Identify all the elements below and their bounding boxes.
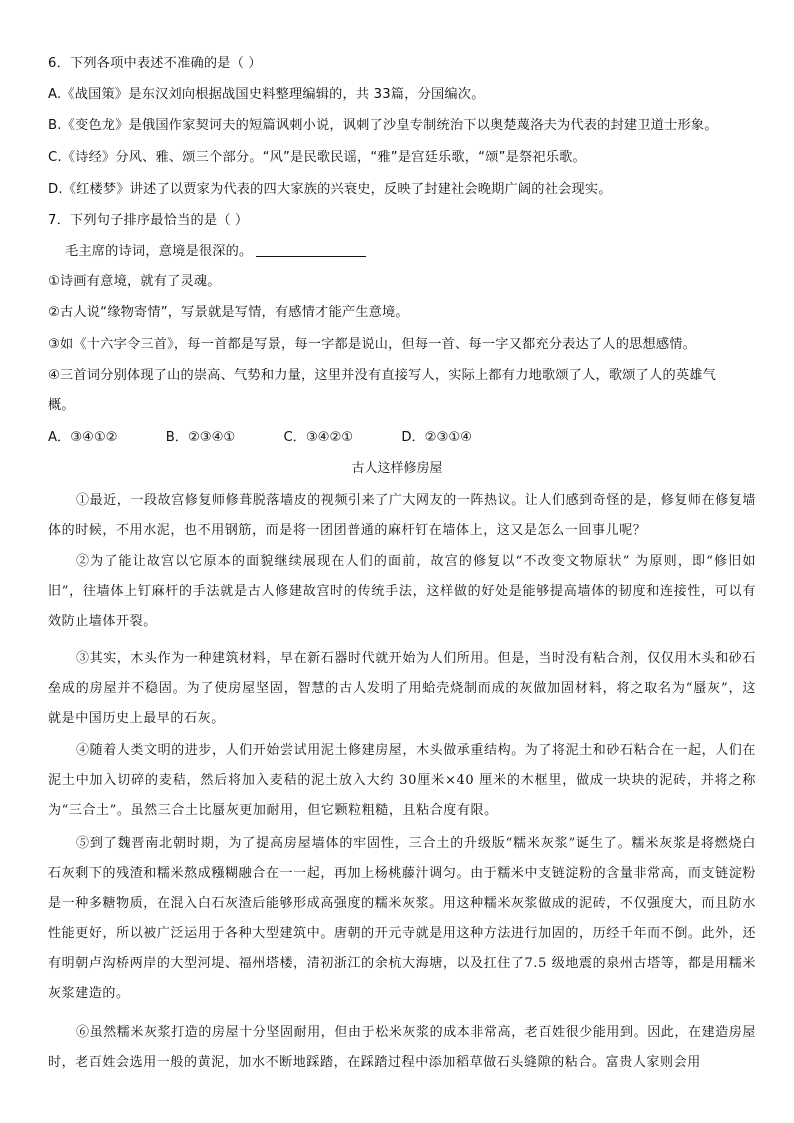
q7-option-c: C．③④②① <box>283 430 354 445</box>
q7-option-b: B．②③④① <box>165 430 236 445</box>
article-title: 古人这样修房屋 <box>351 461 443 476</box>
q7-option-a: A．③④①② <box>48 430 118 445</box>
q6-stem: 6．下列各项中表述不准确的是（ ） <box>48 56 262 71</box>
q7-lead-sentence <box>65 242 775 262</box>
q7-sentence-2: ②古人说“缘物寄情”，写景就是写情，有感情才能产生意境。 <box>48 305 409 320</box>
answer-blank <box>256 242 366 257</box>
article-paragraph-4: ④随着人类文明的进步，人们开始尝试用泥土修建房屋，木头做承重结构。为了将泥土和砂石粘合在一起，人们在泥土中加入切碎的麦秸，然后将加入麦秸的泥土放入大约 30厘米×40 厘米的木框里，做成一块块的泥砖，并将之称为“三合土”。虽然三合土比蜃灰更加耐用，但它颗粒粗糙，且粘合度有限。 <box>48 743 757 818</box>
article-paragraph-2: ②为了能让故宫以它原本的面貌继续展现在人们的面前，故宫的修复以“不改变文物原状” 为原则，即“修旧如旧”，往墙体上钉麻杆的手法就是古人修建故宫时的传统手法，这样做的好处是能够提高墙体的韧度和连接性，可以有效防止墙体开裂。 <box>48 554 756 629</box>
q7-option-d: D．②③①④ <box>401 430 472 445</box>
q7-sentence-4-cont: 概。 <box>48 398 75 413</box>
q7-options <box>48 428 648 448</box>
q6-option-b: B.《变色龙》是俄国作家契诃夫的短篇讽刺小说，讽刺了沙皇专制统治下以奥楚蔑洛夫为代表的封建卫道士形象。 <box>48 118 718 133</box>
q7-sentence-3: ③如《十六字令三首》，每一首都是写景，每一字都是说山，但每一首、每一字又都充分表达了人的思想感情。 <box>48 337 697 352</box>
article-paragraph-3: ③其实，木头作为一种建筑材料，早在新石器时代就开始为人们所用。但是，当时没有粘合剂，仅仅用木头和砂石垒成的房屋并不稳固。为了使房屋坚固，智慧的古人发明了用蛤壳烧制而成的灰做加固材料，将之取名为“蜃灰”，这就是中国历史上最早的石灰。 <box>48 651 757 726</box>
q7-lead-text: 毛主席的诗词，意境是很深的。 <box>65 244 253 259</box>
q7-sentence-4: ④三首词分别体现了山的崇高、气势和力量，这里并没有直接写人，实际上都有力地歌颂了人，歌颂了人的英雄气 <box>48 368 717 383</box>
q7-sentence-1: ①诗画有意境，就有了灵魂。 <box>48 274 221 289</box>
q6-option-c: C.《诗经》分风、雅、颂三个部分。“风”是民歌民谣，“雅”是宫廷乐歌，“颂”是祭祀乐歌。 <box>48 150 586 165</box>
article-paragraph-5: ⑤到了魏晋南北朝时期，为了提高房屋墙体的牢固性，三合土的升级版“糯米灰浆”诞生了。糯米灰浆是将燃烧白石灰剩下的残渣和糯米熬成糨糊融合在一一起，再加上杨桃藤汁调匀。由于糯米中支链淀粉的含量非常高，而支链淀粉是一种多糖物质，在混入白石灰渣后能够形成高强度的糯米灰浆。用这种糯米灰浆做成的泥砖，不仅强度大，而且防水性能更好，所以被广泛运用于各种大型建筑中。唐朝的开元寺就是用这种方法进行加固的，历经千年而不倒。此外，还有明朝卢沟桥两岸的大型河堤、福州塔楼，清初浙江的余杭大海塘，以及扛住了7.5 级地震的泉州古塔等，都是用糯米灰浆建造的。 <box>48 836 756 1001</box>
q6-option-a: A.《战国策》是东汉刘向根据战国史料整理编辑的，共 33篇，分国编次。 <box>48 87 485 102</box>
q7-stem: 7．下列句子排序最恰当的是（ ） <box>48 213 249 228</box>
article-paragraph-1: ①最近，一段故宫修复师修葺脱落墙皮的视频引来了广大网友的一阵热议。让人们感到奇怪的是，修复师在修复墙体的时候，不用水泥，也不用钢筋，而是将一团团普通的麻杆钉在墙体上，这又是怎么一回事儿呢？ <box>48 493 757 538</box>
q6-option-d: D.《红楼梦》讲述了以贾家为代表的四大家族的兴衰史，反映了封建社会晚期广阔的社会现实。 <box>48 182 612 197</box>
article-paragraph-6: ⑥虽然糯米灰浆打造的房屋十分坚固耐用，但由于松米灰浆的成本非常高，老百姓很少能用到。因此，在建造房屋时，老百姓会选用一般的黄泥，加水不断地踩踏，在踩踏过程中添加稻草做石头缝隙的粘合。富贵人家则会用 <box>48 1025 757 1070</box>
